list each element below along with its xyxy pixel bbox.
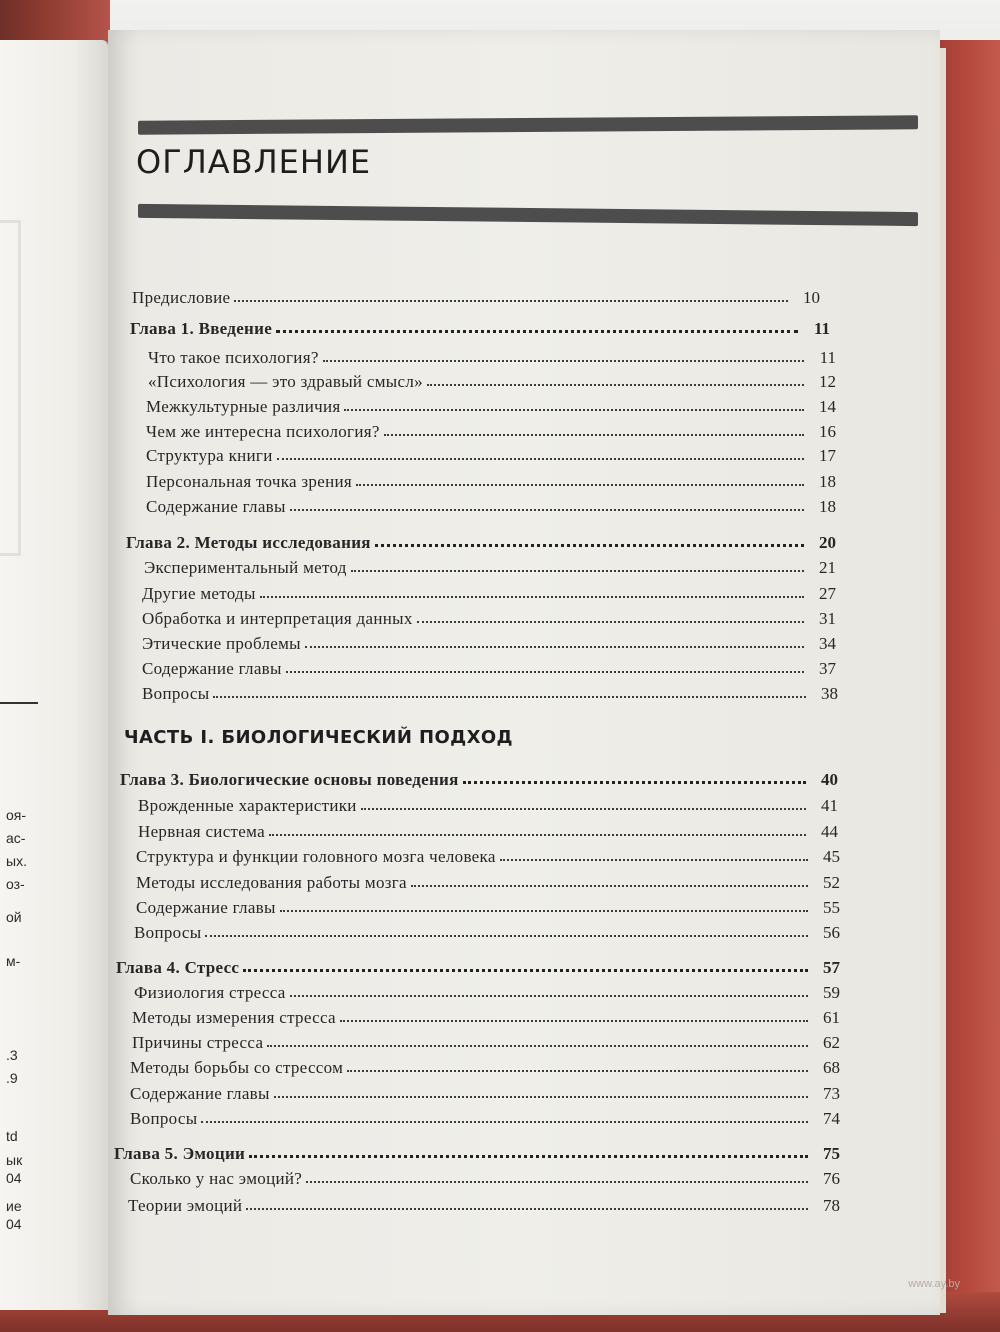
toc-entry-label: Методы измерения стресса	[132, 1008, 336, 1027]
toc-entry-row	[132, 282, 820, 308]
toc-entry-label: Вопросы	[142, 684, 210, 703]
toc-entry-row	[144, 552, 836, 578]
toc-leader-dots	[361, 806, 806, 810]
toc-entry-row	[146, 466, 836, 492]
left-page-fragment: ык	[6, 1152, 23, 1168]
toc-entry-row	[148, 342, 836, 368]
toc-page-number: 17	[819, 446, 836, 465]
toc-entry-row	[146, 416, 836, 442]
toc-leader-dots	[384, 432, 804, 436]
toc-page-number: 55	[823, 898, 840, 917]
toc-page-number: 27	[819, 584, 836, 603]
left-page-fragment: оз-	[6, 876, 25, 892]
toc-entry-row	[132, 1002, 840, 1028]
left-page-fragment: .3	[6, 1047, 18, 1063]
toc-entry-label: Глава 1. Введение	[130, 319, 273, 338]
toc-leader-dots	[280, 908, 808, 912]
toc-page-number: 11	[819, 348, 836, 367]
toc-entry-label: Методы исследования работы мозга	[136, 873, 407, 892]
toc-leader-dots	[427, 382, 804, 386]
toc-entry-label: Другие методы	[142, 584, 256, 603]
toc-page-number: 45	[823, 847, 840, 866]
toc-page-number: 44	[821, 822, 838, 841]
toc-leader-dots	[344, 407, 804, 411]
toc-page-number: 74	[823, 1109, 840, 1128]
toc-entry-label: Содержание главы	[146, 497, 286, 516]
toc-chapter-row	[114, 1138, 840, 1164]
toc-leader-dots	[267, 1043, 808, 1047]
toc-entry-row	[130, 1052, 840, 1078]
left-page-fragment: ас-	[6, 830, 26, 846]
toc-entry-label: Теории эмоций	[128, 1196, 243, 1215]
left-page-fragment: оя-	[6, 807, 27, 823]
toc-entry-row	[136, 867, 840, 893]
toc-leader-dots	[246, 1206, 808, 1210]
toc-entry-label: Структура книги	[146, 446, 273, 465]
toc-leader-dots	[500, 857, 808, 861]
toc-page-number: 52	[823, 873, 840, 892]
toc-page-number: 34	[819, 634, 836, 653]
watermark: www.ay.by	[908, 1278, 960, 1290]
toc-leader-dots	[269, 832, 806, 836]
toc-chapter-row	[116, 952, 840, 978]
title-rule-bottom	[138, 204, 918, 226]
toc-page-number: 10	[803, 288, 820, 307]
toc-page-number: 14	[819, 397, 836, 416]
toc-entry-label: Вопросы	[134, 923, 202, 942]
toc-entry-label: Обработка и интерпретация данных	[142, 609, 413, 628]
toc-leader-dots	[290, 993, 808, 997]
toc-leader-dots	[417, 619, 804, 623]
toc-entry-row	[136, 892, 840, 918]
toc-leader-dots	[277, 456, 804, 460]
toc-leader-dots	[305, 644, 804, 648]
toc-entry-row	[130, 1078, 840, 1104]
toc-entry-row	[138, 816, 838, 842]
toc-leader-dots	[243, 967, 808, 972]
toc-entry-label: Содержание главы	[130, 1084, 270, 1103]
toc-leader-dots	[205, 933, 808, 937]
toc-entry-label: Содержание главы	[142, 659, 282, 678]
toc-leader-dots	[375, 542, 804, 547]
left-page-fragment: ых.	[6, 853, 27, 869]
toc-leader-dots	[213, 694, 806, 698]
toc-leader-dots	[201, 1119, 808, 1123]
toc-page-number: 18	[819, 497, 836, 516]
toc-page-number: 31	[819, 609, 836, 628]
toc-entry-row	[146, 440, 836, 466]
left-page-fragment: ие	[6, 1198, 22, 1214]
left-page-fragment: 04	[6, 1216, 22, 1232]
toc-entry-row	[138, 790, 838, 816]
toc-leader-dots	[274, 1094, 808, 1098]
toc-leader-dots	[260, 594, 804, 598]
toc-page-number: 20	[819, 533, 836, 552]
toc-entry-row	[146, 391, 836, 417]
toc-entry-label: Методы борьбы со стрессом	[130, 1058, 344, 1077]
toc-entry-row	[142, 653, 836, 679]
part-title: ЧАСТЬ I. БИОЛОГИЧЕСКИЙ ПОДХОД	[124, 727, 513, 748]
toc-entry-row	[148, 366, 836, 392]
left-page-rule	[0, 702, 38, 704]
toc-entry-row	[142, 603, 836, 629]
toc-leader-dots	[463, 779, 806, 784]
toc-entry-label: «Психология — это здравый смысл»	[148, 372, 423, 391]
toc-page-number: 16	[819, 422, 836, 441]
toc-entry-row	[146, 491, 836, 517]
toc-page-number: 56	[823, 923, 840, 942]
toc-entry-label: Предисловие	[132, 288, 231, 307]
toc-page-number: 11	[813, 319, 830, 338]
toc-page-number: 73	[823, 1084, 840, 1103]
toc-entry-label: Вопросы	[130, 1109, 198, 1128]
toc-leader-dots	[356, 482, 804, 486]
left-page-fragment: 04	[6, 1170, 22, 1186]
toc-leader-dots	[340, 1018, 808, 1022]
toc-leader-dots	[411, 883, 808, 887]
toc-entry-label: Физиология стресса	[134, 983, 286, 1002]
toc-page-number: 37	[819, 659, 836, 678]
left-page-faint-mark	[0, 220, 21, 556]
toc-leader-dots	[351, 568, 804, 572]
toc-entry-row	[130, 1163, 840, 1189]
toc-page-number: 59	[823, 983, 840, 1002]
toc-entry-label: Нервная система	[138, 822, 265, 841]
toc-leader-dots	[306, 1179, 808, 1183]
toc-page-number: 61	[823, 1008, 840, 1027]
left-page-fragment: td	[6, 1128, 18, 1144]
toc-entry-label: Причины стресса	[132, 1033, 264, 1052]
toc-entry-row	[142, 628, 836, 654]
toc-entry-label: Персональная точка зрения	[146, 472, 352, 491]
toc-entry-row	[132, 1027, 840, 1053]
toc-page-number: 38	[821, 684, 838, 703]
toc-entry-row	[128, 1190, 840, 1216]
toc-entry-row	[142, 578, 836, 604]
left-page	[0, 40, 108, 1310]
toc-entry-label: Межкультурные различия	[146, 397, 341, 416]
toc-leader-dots	[276, 328, 798, 333]
toc-entry-label: Экспериментальный метод	[144, 558, 347, 577]
toc-page-number: 62	[823, 1033, 840, 1052]
toc-leader-dots	[234, 298, 788, 302]
toc-chapter-row	[126, 527, 836, 553]
toc-entry-label: Глава 3. Биологические основы поведения	[120, 770, 459, 789]
toc-page-number: 57	[823, 958, 840, 977]
toc-entry-row	[134, 917, 840, 943]
page-title: ОГЛАВЛЕНИЕ	[136, 143, 372, 181]
toc-page-number: 40	[821, 770, 838, 789]
title-rule-top	[138, 115, 918, 134]
toc-entry-label: Содержание главы	[136, 898, 276, 917]
toc-leader-dots	[286, 669, 804, 673]
toc-leader-dots	[290, 507, 804, 511]
toc-page	[108, 30, 940, 1315]
toc-page-number: 18	[819, 472, 836, 491]
left-page-fragment: .9	[6, 1070, 18, 1086]
left-page-fragment: ой	[6, 909, 22, 925]
toc-entry-row	[142, 678, 838, 704]
toc-chapter-row	[120, 764, 838, 790]
toc-entry-label: Что такое психология?	[148, 348, 319, 367]
toc-entry-row	[136, 841, 840, 867]
toc-leader-dots	[347, 1068, 808, 1072]
toc-entry-label: Этические проблемы	[142, 634, 301, 653]
left-page-fragment: м-	[6, 953, 21, 969]
toc-page-number: 76	[823, 1169, 840, 1188]
toc-page-number: 12	[819, 372, 836, 391]
toc-entry-label: Структура и функции головного мозга человека	[136, 847, 496, 866]
toc-leader-dots	[249, 1153, 808, 1158]
toc-chapter-row	[130, 313, 830, 339]
toc-page-number: 68	[823, 1058, 840, 1077]
toc-entry-label: Чем же интересна психология?	[146, 422, 380, 441]
toc-page-number: 78	[823, 1196, 840, 1215]
toc-page-number: 41	[821, 796, 838, 815]
toc-entry-row	[134, 977, 840, 1003]
toc-entry-label: Врожденные характеристики	[138, 796, 357, 815]
toc-entry-label: Сколько у нас эмоций?	[130, 1169, 303, 1188]
toc-entry-label: Глава 4. Стресс	[116, 958, 240, 977]
toc-entry-label: Глава 5. Эмоции	[114, 1144, 246, 1163]
toc-page-number: 75	[823, 1144, 840, 1163]
toc-page-number: 21	[819, 558, 836, 577]
toc-leader-dots	[323, 358, 804, 362]
toc-entry-row	[130, 1103, 840, 1129]
toc-entry-label: Глава 2. Методы исследования	[126, 533, 371, 552]
